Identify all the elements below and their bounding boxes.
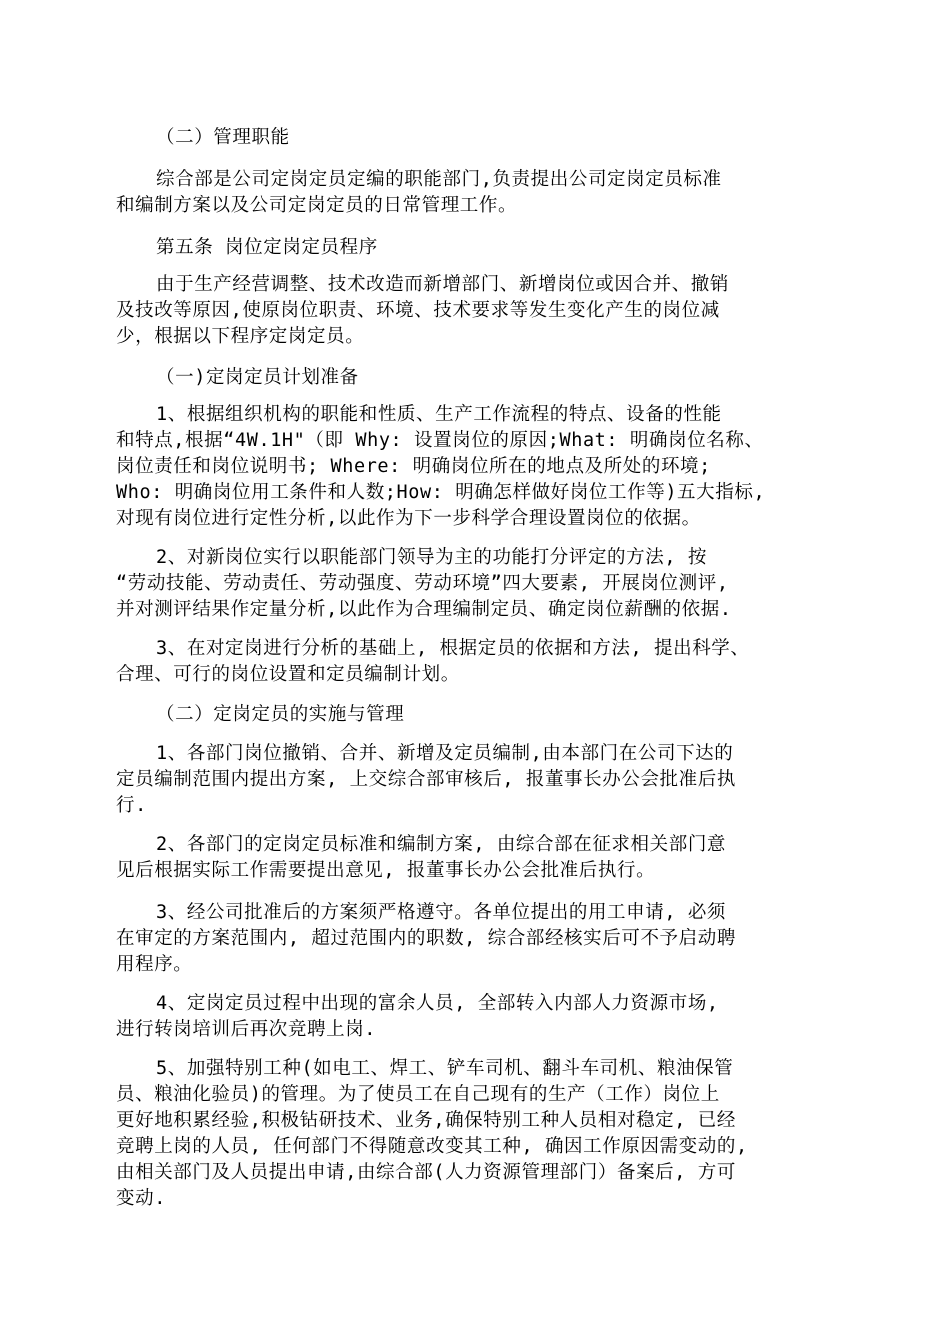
para-prep-2 — [116, 545, 856, 623]
text-line: （二）定岗定员的实施与管理 — [156, 704, 405, 725]
text-line: 行. — [116, 795, 147, 816]
text-line: 5、加强特别工种(如电工、焊工、铲车司机、翻斗车司机、粮油保管 — [156, 1058, 734, 1079]
text-line: （一)定岗定员计划准备 — [156, 367, 359, 388]
text-line: 用程序。 — [116, 954, 193, 975]
text-line: 4、定岗定员过程中出现的富余人员, 全部转入内部人力资源市场, — [156, 993, 719, 1014]
heading-article-5 — [116, 235, 856, 261]
text-line: 并对测评结果作定量分析,以此作为合理编制定员、确定岗位薪酬的依据. — [116, 599, 732, 620]
para-prep-1 — [116, 402, 856, 532]
para-impl-2 — [116, 832, 856, 884]
text-line: 和特点,根据“4W.1H"（即 Why: 设置岗位的原因;What: 明确岗位名称、 — [116, 430, 764, 451]
text-line: 见后根据实际工作需要提出意见, 报董事长办公会批准后执行。 — [116, 860, 656, 881]
text-line: 由于生产经营调整、技术改造而新增部门、新增岗位或因合并、撤销 — [156, 274, 730, 295]
text-line: 岗位责任和岗位说明书; Where: 明确岗位所在的地点及所处的环境; — [116, 456, 711, 477]
text-line: 3、经公司批准后的方案须严格遵守。各单位提出的用工申请, 必须 — [156, 902, 727, 923]
para-impl-1 — [116, 741, 856, 819]
text-line: 对现有岗位进行定性分析,以此作为下一步科学合理设置岗位的依据。 — [116, 508, 701, 529]
text-line: 3、在对定岗进行分析的基础上, 根据定员的依据和方法, 提出科学、 — [156, 638, 750, 659]
para-general-dept — [116, 167, 856, 219]
para-impl-3 — [116, 900, 856, 978]
text-line: 定员编制范围内提出方案, 上交综合部审核后, 报董事长办公会批准后执 — [116, 769, 736, 790]
text-line: 1、各部门岗位撤销、合并、新增及定员编制,由本部门在公司下达的 — [156, 743, 734, 764]
text-line: 合理、可行的岗位设置和定员编制计划。 — [116, 664, 460, 685]
para-impl-4 — [116, 991, 856, 1043]
text-line: （二）管理职能 — [156, 127, 290, 148]
text-line: 综合部是公司定岗定员定编的职能部门,负责提出公司定岗定员标准 — [156, 169, 722, 190]
text-line: 由相关部门及人员提出申请,由综合部(人力资源管理部门）备案后, 方可 — [116, 1162, 736, 1183]
text-line: 竞聘上岗的人员, 任何部门不得随意改变其工种, 确因工作原因需变动的, — [116, 1136, 748, 1157]
text-line: “劳动技能、劳动责任、劳动强度、劳动环境”四大要素, 开展岗位测评, — [116, 573, 729, 594]
text-line: 少，根据以下程序定岗定员。 — [116, 326, 365, 347]
text-line: 及技改等原因,使原岗位职责、环境、技术要求等发生变化产生的岗位减 — [116, 300, 720, 321]
text-line: 在审定的方案范围内, 超过范围内的职数, 综合部经核实后可不予启动聘 — [116, 928, 736, 949]
text-line: 进行转岗培训后再次竞聘上岗. — [116, 1019, 377, 1040]
text-line: 变动. — [116, 1188, 166, 1209]
text-line: 2、各部门的定岗定员标准和编制方案, 由综合部在征求相关部门意 — [156, 834, 727, 855]
text-line: 员、粮油化验员)的管理。为了使员工在自己现有的生产（工作）岗位上 — [116, 1084, 720, 1105]
text-line: Who: 明确岗位用工条件和人数;How: 明确怎样做好岗位工作等)五大指标, — [116, 482, 766, 503]
text-line: 和编制方案以及公司定岗定员的日常管理工作。 — [116, 195, 518, 216]
text-line: 1、根据组织机构的职能和性质、生产工作流程的特点、设备的性能 — [156, 404, 722, 425]
heading-implementation — [116, 702, 856, 728]
para-reasons — [116, 272, 856, 350]
para-impl-5 — [116, 1056, 856, 1212]
heading-plan-prep — [116, 365, 856, 391]
text-line: 2、对新岗位实行以职能部门领导为主的功能打分评定的方法, 按 — [156, 547, 707, 568]
heading-management-duties — [116, 125, 856, 151]
para-prep-3 — [116, 636, 856, 688]
text-line: 更好地积累经验,积极钻研技术、业务,确保特别工种人员相对稳定, 已经 — [116, 1110, 736, 1131]
text-line: 第五条 岗位定岗定员程序 — [156, 237, 378, 258]
